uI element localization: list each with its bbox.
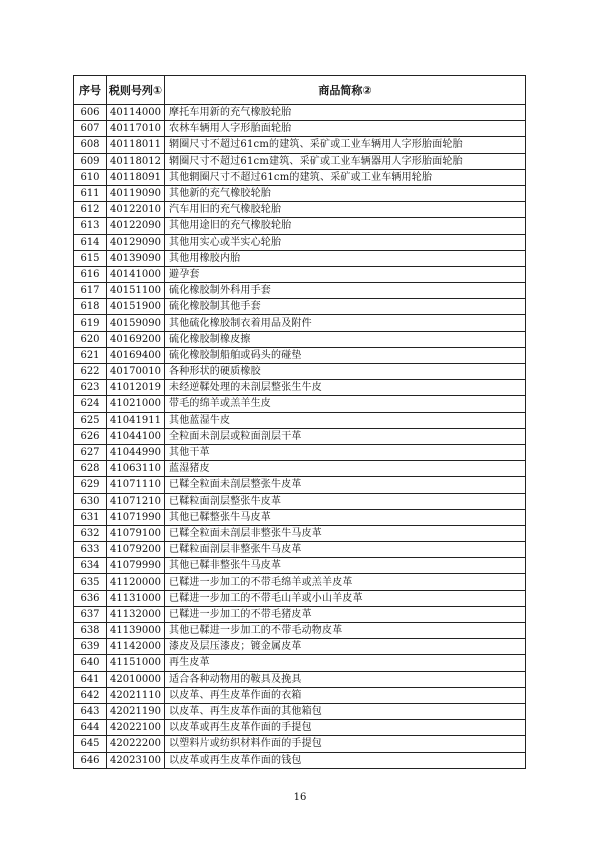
row-tariff-code: 40141000 [107,266,165,282]
row-product-name: 已鞣进一步加工的不带毛猪皮革 [165,606,526,622]
row-product-name: 蓝湿猪皮 [165,461,526,477]
row-product-name: 以皮革、再生皮革作面的其他箱包 [165,703,526,719]
row-index: 607 [74,121,107,137]
table-row [74,509,526,525]
row-index: 642 [74,687,107,703]
row-index: 614 [74,234,107,250]
row-product-name: 已鞣粒面剖层非整张牛马皮革 [165,542,526,558]
table-row [74,639,526,655]
row-index: 619 [74,315,107,331]
row-index: 645 [74,736,107,752]
table-row [74,266,526,282]
row-product-name: 其他用橡胶内胎 [165,250,526,266]
row-tariff-code: 42022100 [107,720,165,736]
row-product-name: 以塑料片或纺织材料作面的手提包 [165,736,526,752]
table-row [74,574,526,590]
row-product-name: 以皮革或再生皮革作面的钱包 [165,752,526,768]
row-product-name: 农林车辆用人字形胎面轮胎 [165,121,526,137]
row-product-name: 硫化橡胶制外科用手套 [165,283,526,299]
row-tariff-code: 41044990 [107,444,165,460]
row-tariff-code: 41071990 [107,509,165,525]
row-product-name: 其他已鞣进一步加工的不带毛动物皮革 [165,623,526,639]
table-row [74,542,526,558]
row-index: 606 [74,105,107,121]
row-product-name: 其他已鞣整张牛马皮革 [165,509,526,525]
row-tariff-code: 40169400 [107,347,165,363]
row-index: 637 [74,606,107,622]
table-row [74,493,526,509]
table-row [74,428,526,444]
row-tariff-code: 40169200 [107,331,165,347]
row-tariff-code: 40122010 [107,202,165,218]
row-index: 626 [74,428,107,444]
row-index: 615 [74,250,107,266]
table-row [74,380,526,396]
row-index: 631 [74,509,107,525]
row-product-name: 辋圈尺寸不超过61cm的建筑、采矿或工业车辆用人字形胎面轮胎 [165,137,526,153]
row-product-name: 汽车用旧的充气橡胶轮胎 [165,202,526,218]
row-tariff-code: 41012019 [107,380,165,396]
row-index: 611 [74,185,107,201]
row-product-name: 其他硫化橡胶制衣着用品及附件 [165,315,526,331]
table-row [74,396,526,412]
table-row [74,623,526,639]
table-row [74,202,526,218]
row-tariff-code: 40151900 [107,299,165,315]
table-row [74,234,526,250]
table-row [74,347,526,363]
table-row [74,169,526,185]
row-tariff-code: 40159090 [107,315,165,331]
row-product-name: 已鞣进一步加工的不带毛绵羊或羔羊皮革 [165,574,526,590]
table-row [74,218,526,234]
row-tariff-code: 40118012 [107,153,165,169]
row-product-name: 已鞣全粒面未剖层非整张牛马皮革 [165,525,526,541]
row-product-name: 硫化橡胶制船舶或码头的碰垫 [165,347,526,363]
table-row [74,558,526,574]
table-row [74,412,526,428]
row-tariff-code: 40151100 [107,283,165,299]
row-index: 623 [74,380,107,396]
row-tariff-code: 41071210 [107,493,165,509]
table-row [74,461,526,477]
row-tariff-code: 41079990 [107,558,165,574]
row-tariff-code: 41079200 [107,542,165,558]
row-tariff-code: 41063110 [107,461,165,477]
row-index: 646 [74,752,107,768]
table-row [74,137,526,153]
table-body [74,105,526,769]
row-tariff-code: 41132000 [107,606,165,622]
table-row [74,671,526,687]
row-index: 634 [74,558,107,574]
row-product-name: 其他用途旧的充气橡胶轮胎 [165,218,526,234]
table-row [74,444,526,460]
row-product-name: 未经逆鞣处理的未剖层整张生牛皮 [165,380,526,396]
table-row [74,283,526,299]
table-row [74,315,526,331]
row-product-name: 其他干革 [165,444,526,460]
row-index: 629 [74,477,107,493]
row-tariff-code: 40118011 [107,137,165,153]
row-index: 618 [74,299,107,315]
row-product-name: 适合各种动物用的鞍具及挽具 [165,671,526,687]
row-index: 608 [74,137,107,153]
row-index: 617 [74,283,107,299]
row-tariff-code: 41044100 [107,428,165,444]
row-tariff-code: 42010000 [107,671,165,687]
table-row [74,250,526,266]
row-product-name: 各种形状的硬质橡胶 [165,364,526,380]
table-row [74,153,526,169]
row-product-name: 其他用实心或半实心轮胎 [165,234,526,250]
row-index: 643 [74,703,107,719]
row-index: 632 [74,525,107,541]
row-tariff-code: 40122090 [107,218,165,234]
row-product-name: 以皮革或再生皮革作面的手提包 [165,720,526,736]
header-index: 序号 [74,76,107,105]
row-product-name: 硫化橡胶制橡皮擦 [165,331,526,347]
row-tariff-code: 40119090 [107,185,165,201]
row-tariff-code: 42021110 [107,687,165,703]
row-tariff-code: 41142000 [107,639,165,655]
row-tariff-code: 41120000 [107,574,165,590]
table-header-row [74,76,526,105]
table-row [74,687,526,703]
row-tariff-code: 40170010 [107,364,165,380]
table-row [74,364,526,380]
row-tariff-code: 41151000 [107,655,165,671]
row-tariff-code: 42022200 [107,736,165,752]
row-tariff-code: 40117010 [107,121,165,137]
row-product-name: 其他辋圈尺寸不超过61cm的建筑、采矿或工业车辆用轮胎 [165,169,526,185]
row-product-name: 以皮革、再生皮革作面的衣箱 [165,687,526,703]
row-tariff-code: 40129090 [107,234,165,250]
row-index: 638 [74,623,107,639]
row-product-name: 已鞣全粒面未剖层整张牛皮革 [165,477,526,493]
row-product-name: 其他已鞣非整张牛马皮革 [165,558,526,574]
row-index: 610 [74,169,107,185]
row-product-name: 漆皮及层压漆皮；镀金属皮革 [165,639,526,655]
table-row [74,752,526,768]
table-row [74,477,526,493]
table-row [74,105,526,121]
table-row [74,606,526,622]
row-index: 622 [74,364,107,380]
table-row [74,299,526,315]
row-index: 616 [74,266,107,282]
row-index: 609 [74,153,107,169]
table-row [74,331,526,347]
table-row [74,525,526,541]
row-index: 624 [74,396,107,412]
row-index: 636 [74,590,107,606]
row-product-name: 再生皮革 [165,655,526,671]
table-row [74,185,526,201]
table-row [74,655,526,671]
row-tariff-code: 42023100 [107,752,165,768]
table-row [74,121,526,137]
row-product-name: 其他新的充气橡胶轮胎 [165,185,526,201]
row-index: 633 [74,542,107,558]
row-tariff-code: 41079100 [107,525,165,541]
row-index: 612 [74,202,107,218]
row-index: 628 [74,461,107,477]
row-index: 639 [74,639,107,655]
row-tariff-code: 41131000 [107,590,165,606]
row-tariff-code: 42021190 [107,703,165,719]
row-index: 644 [74,720,107,736]
table-row [74,703,526,719]
header-tariff-code: 税则号列① [107,76,165,105]
row-index: 621 [74,347,107,363]
row-index: 640 [74,655,107,671]
table-row [74,736,526,752]
tariff-table [73,75,526,769]
row-product-name: 辋圈尺寸不超过61cm建筑、采矿或工业车辆器用人字形胎面轮胎 [165,153,526,169]
row-product-name: 摩托车用新的充气橡胶轮胎 [165,105,526,121]
row-product-name: 全粒面未剖层或粒面剖层干革 [165,428,526,444]
row-product-name: 避孕套 [165,266,526,282]
row-product-name: 其他蓝湿牛皮 [165,412,526,428]
page-number: 16 [293,792,307,803]
row-product-name: 已鞣粒面剖层整张牛皮革 [165,493,526,509]
row-index: 625 [74,412,107,428]
row-product-name: 硫化橡胶制其他手套 [165,299,526,315]
table-row [74,720,526,736]
row-tariff-code: 41071110 [107,477,165,493]
header-product-name: 商品简称② [165,76,526,105]
row-index: 627 [74,444,107,460]
row-tariff-code: 40118091 [107,169,165,185]
row-product-name: 带毛的绵羊或羔羊生皮 [165,396,526,412]
row-tariff-code: 41139000 [107,623,165,639]
row-tariff-code: 40114000 [107,105,165,121]
row-product-name: 已鞣进一步加工的不带毛山羊或小山羊皮革 [165,590,526,606]
row-tariff-code: 41041911 [107,412,165,428]
row-tariff-code: 41021000 [107,396,165,412]
row-index: 620 [74,331,107,347]
row-index: 641 [74,671,107,687]
row-index: 630 [74,493,107,509]
row-index: 613 [74,218,107,234]
table-row [74,590,526,606]
row-tariff-code: 40139090 [107,250,165,266]
row-index: 635 [74,574,107,590]
